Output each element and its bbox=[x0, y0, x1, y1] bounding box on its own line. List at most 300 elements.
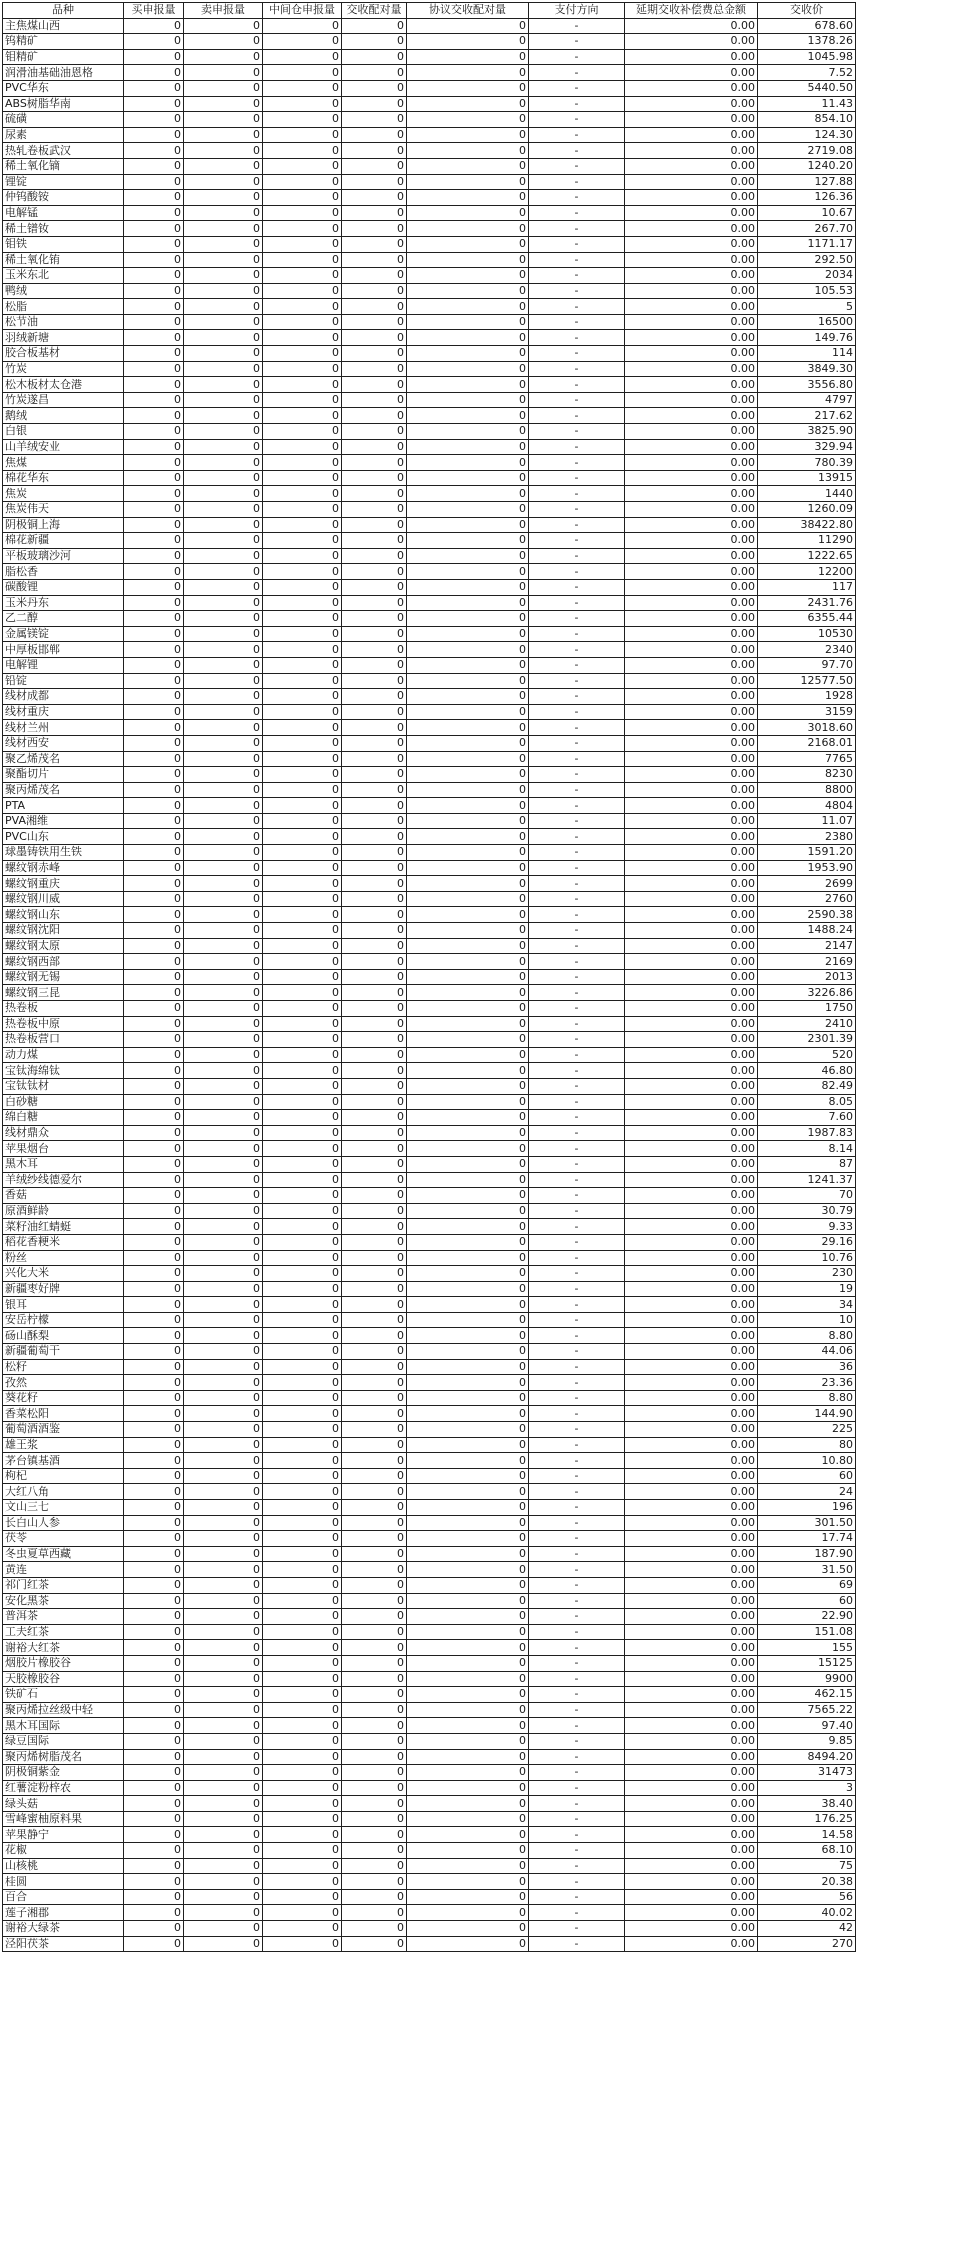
cell-match-qty: 0 bbox=[342, 548, 407, 564]
cell-compensation: 0.00 bbox=[625, 392, 758, 408]
cell-middle-qty: 0 bbox=[263, 252, 342, 268]
cell-pay-direction: - bbox=[529, 923, 625, 939]
cell-sell-qty: 0 bbox=[184, 1749, 263, 1765]
cell-delivery-price: 68.10 bbox=[758, 1843, 856, 1859]
cell-pay-direction: - bbox=[529, 1172, 625, 1188]
cell-match-qty: 0 bbox=[342, 1905, 407, 1921]
cell-pay-direction: - bbox=[529, 392, 625, 408]
cell-buy-qty: 0 bbox=[124, 1016, 184, 1032]
table-row bbox=[3, 1110, 856, 1126]
cell-delivery-price: 60 bbox=[758, 1593, 856, 1609]
cell-match-qty: 0 bbox=[342, 938, 407, 954]
cell-pay-direction: - bbox=[529, 1001, 625, 1017]
cell-match-qty: 0 bbox=[342, 1063, 407, 1079]
cell-sell-qty: 0 bbox=[184, 205, 263, 221]
table-row bbox=[3, 377, 856, 393]
cell-match-qty: 0 bbox=[342, 1453, 407, 1469]
cell-product: 动力煤 bbox=[3, 1047, 124, 1063]
cell-compensation: 0.00 bbox=[625, 1515, 758, 1531]
cell-product: 聚丙烯拉丝级中轻 bbox=[3, 1702, 124, 1718]
cell-sell-qty: 0 bbox=[184, 1796, 263, 1812]
cell-buy-qty: 0 bbox=[124, 1188, 184, 1204]
cell-compensation: 0.00 bbox=[625, 1671, 758, 1687]
table-row bbox=[3, 1078, 856, 1094]
cell-compensation: 0.00 bbox=[625, 1375, 758, 1391]
table-row bbox=[3, 735, 856, 751]
cell-buy-qty: 0 bbox=[124, 1219, 184, 1235]
table-row bbox=[3, 751, 856, 767]
cell-agreement-qty: 0 bbox=[407, 49, 529, 65]
cell-product: 螺纹钢西部 bbox=[3, 954, 124, 970]
cell-middle-qty: 0 bbox=[263, 1515, 342, 1531]
cell-sell-qty: 0 bbox=[184, 1905, 263, 1921]
cell-compensation: 0.00 bbox=[625, 1188, 758, 1204]
cell-product: 线材成都 bbox=[3, 689, 124, 705]
cell-agreement-qty: 0 bbox=[407, 985, 529, 1001]
table-row bbox=[3, 1437, 856, 1453]
cell-agreement-qty: 0 bbox=[407, 1156, 529, 1172]
cell-match-qty: 0 bbox=[342, 642, 407, 658]
cell-sell-qty: 0 bbox=[184, 1843, 263, 1859]
cell-agreement-qty: 0 bbox=[407, 1687, 529, 1703]
cell-middle-qty: 0 bbox=[263, 439, 342, 455]
cell-delivery-price: 11290 bbox=[758, 533, 856, 549]
cell-agreement-qty: 0 bbox=[407, 891, 529, 907]
cell-match-qty: 0 bbox=[342, 1297, 407, 1313]
table-row bbox=[3, 18, 856, 34]
cell-match-qty: 0 bbox=[342, 1266, 407, 1282]
cell-product: 玉米丹东 bbox=[3, 595, 124, 611]
cell-product: 线材兰州 bbox=[3, 720, 124, 736]
cell-match-qty: 0 bbox=[342, 1250, 407, 1266]
cell-agreement-qty: 0 bbox=[407, 517, 529, 533]
cell-middle-qty: 0 bbox=[263, 1765, 342, 1781]
table-row bbox=[3, 626, 856, 642]
cell-middle-qty: 0 bbox=[263, 938, 342, 954]
cell-buy-qty: 0 bbox=[124, 782, 184, 798]
cell-delivery-price: 4797 bbox=[758, 392, 856, 408]
cell-delivery-price: 70 bbox=[758, 1188, 856, 1204]
cell-product: 长白山人参 bbox=[3, 1515, 124, 1531]
cell-middle-qty: 0 bbox=[263, 1749, 342, 1765]
cell-sell-qty: 0 bbox=[184, 891, 263, 907]
table-row bbox=[3, 361, 856, 377]
cell-delivery-price: 1953.90 bbox=[758, 860, 856, 876]
cell-pay-direction: - bbox=[529, 1219, 625, 1235]
cell-delivery-price: 1488.24 bbox=[758, 923, 856, 939]
table-row bbox=[3, 112, 856, 128]
cell-buy-qty: 0 bbox=[124, 595, 184, 611]
cell-pay-direction: - bbox=[529, 985, 625, 1001]
cell-agreement-qty: 0 bbox=[407, 735, 529, 751]
cell-match-qty: 0 bbox=[342, 1562, 407, 1578]
cell-product: PVA湘维 bbox=[3, 813, 124, 829]
table-row bbox=[3, 1484, 856, 1500]
cell-pay-direction: - bbox=[529, 813, 625, 829]
cell-product: 焦炭伟天 bbox=[3, 502, 124, 518]
table-row bbox=[3, 938, 856, 954]
cell-product: 谢裕大绿茶 bbox=[3, 1921, 124, 1937]
cell-buy-qty: 0 bbox=[124, 1936, 184, 1952]
cell-buy-qty: 0 bbox=[124, 813, 184, 829]
cell-middle-qty: 0 bbox=[263, 205, 342, 221]
cell-compensation: 0.00 bbox=[625, 361, 758, 377]
cell-delivery-price: 176.25 bbox=[758, 1811, 856, 1827]
cell-product: 苹果静宁 bbox=[3, 1827, 124, 1843]
cell-sell-qty: 0 bbox=[184, 689, 263, 705]
cell-delivery-price: 23.36 bbox=[758, 1375, 856, 1391]
column-header-match-qty: 交收配对量 bbox=[342, 3, 407, 19]
cell-match-qty: 0 bbox=[342, 1577, 407, 1593]
cell-match-qty: 0 bbox=[342, 907, 407, 923]
cell-match-qty: 0 bbox=[342, 283, 407, 299]
cell-sell-qty: 0 bbox=[184, 798, 263, 814]
cell-delivery-price: 9900 bbox=[758, 1671, 856, 1687]
cell-pay-direction: - bbox=[529, 1500, 625, 1516]
cell-compensation: 0.00 bbox=[625, 548, 758, 564]
cell-buy-qty: 0 bbox=[124, 1297, 184, 1313]
cell-delivery-price: 40.02 bbox=[758, 1905, 856, 1921]
cell-match-qty: 0 bbox=[342, 1702, 407, 1718]
cell-delivery-price: 87 bbox=[758, 1156, 856, 1172]
cell-match-qty: 0 bbox=[342, 392, 407, 408]
cell-buy-qty: 0 bbox=[124, 1375, 184, 1391]
cell-match-qty: 0 bbox=[342, 1001, 407, 1017]
cell-buy-qty: 0 bbox=[124, 1032, 184, 1048]
cell-product: 仲钨酸铵 bbox=[3, 190, 124, 206]
cell-agreement-qty: 0 bbox=[407, 1141, 529, 1157]
cell-middle-qty: 0 bbox=[263, 1484, 342, 1500]
cell-buy-qty: 0 bbox=[124, 1094, 184, 1110]
cell-pay-direction: - bbox=[529, 1110, 625, 1126]
cell-match-qty: 0 bbox=[342, 1234, 407, 1250]
cell-compensation: 0.00 bbox=[625, 1718, 758, 1734]
cell-middle-qty: 0 bbox=[263, 80, 342, 96]
cell-match-qty: 0 bbox=[342, 860, 407, 876]
cell-buy-qty: 0 bbox=[124, 751, 184, 767]
cell-match-qty: 0 bbox=[342, 502, 407, 518]
cell-sell-qty: 0 bbox=[184, 65, 263, 81]
cell-agreement-qty: 0 bbox=[407, 486, 529, 502]
cell-delivery-price: 2340 bbox=[758, 642, 856, 658]
cell-match-qty: 0 bbox=[342, 1406, 407, 1422]
cell-match-qty: 0 bbox=[342, 923, 407, 939]
table-row bbox=[3, 1936, 856, 1952]
cell-match-qty: 0 bbox=[342, 1047, 407, 1063]
cell-middle-qty: 0 bbox=[263, 392, 342, 408]
cell-buy-qty: 0 bbox=[124, 1047, 184, 1063]
cell-sell-qty: 0 bbox=[184, 1078, 263, 1094]
cell-pay-direction: - bbox=[529, 221, 625, 237]
table-row bbox=[3, 564, 856, 580]
cell-sell-qty: 0 bbox=[184, 923, 263, 939]
cell-sell-qty: 0 bbox=[184, 1765, 263, 1781]
cell-pay-direction: - bbox=[529, 1593, 625, 1609]
cell-product: 螺纹钢赤峰 bbox=[3, 860, 124, 876]
cell-compensation: 0.00 bbox=[625, 1655, 758, 1671]
cell-product: 冬虫夏草西藏 bbox=[3, 1546, 124, 1562]
cell-sell-qty: 0 bbox=[184, 1125, 263, 1141]
table-row bbox=[3, 1546, 856, 1562]
cell-buy-qty: 0 bbox=[124, 1328, 184, 1344]
cell-delivery-price: 10.67 bbox=[758, 205, 856, 221]
cell-buy-qty: 0 bbox=[124, 860, 184, 876]
cell-pay-direction: - bbox=[529, 439, 625, 455]
table-row bbox=[3, 1172, 856, 1188]
cell-buy-qty: 0 bbox=[124, 923, 184, 939]
cell-product: 聚丙烯树脂茂名 bbox=[3, 1749, 124, 1765]
cell-buy-qty: 0 bbox=[124, 299, 184, 315]
cell-agreement-qty: 0 bbox=[407, 1219, 529, 1235]
cell-middle-qty: 0 bbox=[263, 268, 342, 284]
cell-pay-direction: - bbox=[529, 548, 625, 564]
cell-middle-qty: 0 bbox=[263, 642, 342, 658]
cell-delivery-price: 7.60 bbox=[758, 1110, 856, 1126]
cell-pay-direction: - bbox=[529, 283, 625, 299]
cell-match-qty: 0 bbox=[342, 564, 407, 580]
cell-product: 谢裕大红茶 bbox=[3, 1640, 124, 1656]
cell-pay-direction: - bbox=[529, 735, 625, 751]
table-row bbox=[3, 1032, 856, 1048]
cell-pay-direction: - bbox=[529, 1453, 625, 1469]
cell-middle-qty: 0 bbox=[263, 954, 342, 970]
cell-middle-qty: 0 bbox=[263, 283, 342, 299]
cell-compensation: 0.00 bbox=[625, 1328, 758, 1344]
cell-buy-qty: 0 bbox=[124, 798, 184, 814]
cell-buy-qty: 0 bbox=[124, 673, 184, 689]
table-row bbox=[3, 158, 856, 174]
cell-agreement-qty: 0 bbox=[407, 1671, 529, 1687]
cell-delivery-price: 7765 bbox=[758, 751, 856, 767]
table-row bbox=[3, 642, 856, 658]
table-row bbox=[3, 798, 856, 814]
cell-agreement-qty: 0 bbox=[407, 1796, 529, 1812]
table-row bbox=[3, 860, 856, 876]
cell-compensation: 0.00 bbox=[625, 439, 758, 455]
cell-delivery-price: 38.40 bbox=[758, 1796, 856, 1812]
cell-product: 金属镁锭 bbox=[3, 626, 124, 642]
cell-agreement-qty: 0 bbox=[407, 548, 529, 564]
cell-sell-qty: 0 bbox=[184, 1577, 263, 1593]
cell-delivery-price: 270 bbox=[758, 1936, 856, 1952]
cell-pay-direction: - bbox=[529, 205, 625, 221]
cell-agreement-qty: 0 bbox=[407, 1531, 529, 1547]
cell-delivery-price: 329.94 bbox=[758, 439, 856, 455]
cell-agreement-qty: 0 bbox=[407, 143, 529, 159]
cell-delivery-price: 151.08 bbox=[758, 1624, 856, 1640]
cell-product: 钨精矿 bbox=[3, 34, 124, 50]
cell-pay-direction: - bbox=[529, 49, 625, 65]
cell-buy-qty: 0 bbox=[124, 174, 184, 190]
cell-product: 螺纹钢沈阳 bbox=[3, 923, 124, 939]
cell-pay-direction: - bbox=[529, 96, 625, 112]
cell-compensation: 0.00 bbox=[625, 1905, 758, 1921]
cell-pay-direction: - bbox=[529, 579, 625, 595]
cell-buy-qty: 0 bbox=[124, 735, 184, 751]
cell-product: 线材重庆 bbox=[3, 704, 124, 720]
cell-match-qty: 0 bbox=[342, 969, 407, 985]
cell-match-qty: 0 bbox=[342, 1188, 407, 1204]
cell-delivery-price: 126.36 bbox=[758, 190, 856, 206]
cell-middle-qty: 0 bbox=[263, 1032, 342, 1048]
table-row bbox=[3, 1874, 856, 1890]
cell-pay-direction: - bbox=[529, 1203, 625, 1219]
cell-sell-qty: 0 bbox=[184, 18, 263, 34]
table-row bbox=[3, 330, 856, 346]
cell-buy-qty: 0 bbox=[124, 611, 184, 627]
cell-product: 桂圆 bbox=[3, 1874, 124, 1890]
table-row bbox=[3, 205, 856, 221]
cell-sell-qty: 0 bbox=[184, 1531, 263, 1547]
cell-middle-qty: 0 bbox=[263, 1811, 342, 1827]
cell-compensation: 0.00 bbox=[625, 205, 758, 221]
cell-sell-qty: 0 bbox=[184, 720, 263, 736]
cell-product: 天胶橡胶谷 bbox=[3, 1671, 124, 1687]
cell-sell-qty: 0 bbox=[184, 330, 263, 346]
cell-buy-qty: 0 bbox=[124, 268, 184, 284]
cell-agreement-qty: 0 bbox=[407, 1016, 529, 1032]
cell-agreement-qty: 0 bbox=[407, 813, 529, 829]
cell-sell-qty: 0 bbox=[184, 1063, 263, 1079]
cell-product: 竹炭遂昌 bbox=[3, 392, 124, 408]
cell-delivery-price: 12577.50 bbox=[758, 673, 856, 689]
cell-agreement-qty: 0 bbox=[407, 704, 529, 720]
cell-sell-qty: 0 bbox=[184, 1811, 263, 1827]
cell-pay-direction: - bbox=[529, 1749, 625, 1765]
cell-delivery-price: 22.90 bbox=[758, 1609, 856, 1625]
cell-pay-direction: - bbox=[529, 845, 625, 861]
cell-middle-qty: 0 bbox=[263, 1234, 342, 1250]
cell-match-qty: 0 bbox=[342, 158, 407, 174]
cell-delivery-price: 8.05 bbox=[758, 1094, 856, 1110]
cell-agreement-qty: 0 bbox=[407, 845, 529, 861]
cell-product: 苹果烟台 bbox=[3, 1141, 124, 1157]
cell-product: 黄连 bbox=[3, 1562, 124, 1578]
cell-middle-qty: 0 bbox=[263, 1531, 342, 1547]
cell-product: 红薯淀粉梓农 bbox=[3, 1780, 124, 1796]
cell-middle-qty: 0 bbox=[263, 1718, 342, 1734]
cell-sell-qty: 0 bbox=[184, 424, 263, 440]
cell-sell-qty: 0 bbox=[184, 439, 263, 455]
cell-buy-qty: 0 bbox=[124, 1546, 184, 1562]
cell-middle-qty: 0 bbox=[263, 1266, 342, 1282]
cell-delivery-price: 2760 bbox=[758, 891, 856, 907]
cell-middle-qty: 0 bbox=[263, 876, 342, 892]
cell-buy-qty: 0 bbox=[124, 1531, 184, 1547]
cell-buy-qty: 0 bbox=[124, 876, 184, 892]
cell-pay-direction: - bbox=[529, 1858, 625, 1874]
cell-pay-direction: - bbox=[529, 1281, 625, 1297]
table-row bbox=[3, 1609, 856, 1625]
cell-delivery-price: 16500 bbox=[758, 314, 856, 330]
cell-sell-qty: 0 bbox=[184, 408, 263, 424]
cell-pay-direction: - bbox=[529, 455, 625, 471]
cell-delivery-price: 24 bbox=[758, 1484, 856, 1500]
cell-middle-qty: 0 bbox=[263, 486, 342, 502]
cell-pay-direction: - bbox=[529, 1562, 625, 1578]
table-row bbox=[3, 829, 856, 845]
table-row bbox=[3, 49, 856, 65]
cell-compensation: 0.00 bbox=[625, 969, 758, 985]
cell-agreement-qty: 0 bbox=[407, 1032, 529, 1048]
cell-agreement-qty: 0 bbox=[407, 1390, 529, 1406]
cell-match-qty: 0 bbox=[342, 1671, 407, 1687]
cell-middle-qty: 0 bbox=[263, 1827, 342, 1843]
cell-product: 白砂糖 bbox=[3, 1094, 124, 1110]
cell-compensation: 0.00 bbox=[625, 424, 758, 440]
cell-pay-direction: - bbox=[529, 377, 625, 393]
cell-middle-qty: 0 bbox=[263, 860, 342, 876]
cell-sell-qty: 0 bbox=[184, 1001, 263, 1017]
cell-sell-qty: 0 bbox=[184, 49, 263, 65]
cell-agreement-qty: 0 bbox=[407, 502, 529, 518]
table-row bbox=[3, 1344, 856, 1360]
cell-agreement-qty: 0 bbox=[407, 782, 529, 798]
cell-sell-qty: 0 bbox=[184, 533, 263, 549]
cell-compensation: 0.00 bbox=[625, 1001, 758, 1017]
cell-middle-qty: 0 bbox=[263, 158, 342, 174]
cell-delivery-price: 520 bbox=[758, 1047, 856, 1063]
cell-compensation: 0.00 bbox=[625, 1500, 758, 1516]
cell-match-qty: 0 bbox=[342, 252, 407, 268]
cell-agreement-qty: 0 bbox=[407, 1375, 529, 1391]
cell-compensation: 0.00 bbox=[625, 1250, 758, 1266]
cell-agreement-qty: 0 bbox=[407, 190, 529, 206]
cell-middle-qty: 0 bbox=[263, 190, 342, 206]
cell-middle-qty: 0 bbox=[263, 65, 342, 81]
cell-middle-qty: 0 bbox=[263, 1125, 342, 1141]
cell-delivery-price: 2034 bbox=[758, 268, 856, 284]
cell-compensation: 0.00 bbox=[625, 1921, 758, 1937]
cell-buy-qty: 0 bbox=[124, 1484, 184, 1500]
cell-match-qty: 0 bbox=[342, 829, 407, 845]
cell-pay-direction: - bbox=[529, 1390, 625, 1406]
cell-pay-direction: - bbox=[529, 1094, 625, 1110]
cell-sell-qty: 0 bbox=[184, 611, 263, 627]
cell-compensation: 0.00 bbox=[625, 1577, 758, 1593]
cell-buy-qty: 0 bbox=[124, 1624, 184, 1640]
column-header-compensation: 延期交收补偿费总金额 bbox=[625, 3, 758, 19]
cell-sell-qty: 0 bbox=[184, 1500, 263, 1516]
cell-sell-qty: 0 bbox=[184, 1234, 263, 1250]
cell-compensation: 0.00 bbox=[625, 1609, 758, 1625]
cell-agreement-qty: 0 bbox=[407, 1359, 529, 1375]
cell-agreement-qty: 0 bbox=[407, 96, 529, 112]
cell-sell-qty: 0 bbox=[184, 1250, 263, 1266]
table-row bbox=[3, 1780, 856, 1796]
cell-delivery-price: 8.80 bbox=[758, 1328, 856, 1344]
cell-pay-direction: - bbox=[529, 517, 625, 533]
table-row bbox=[3, 143, 856, 159]
table-row bbox=[3, 1905, 856, 1921]
cell-buy-qty: 0 bbox=[124, 1266, 184, 1282]
header-row bbox=[3, 3, 856, 19]
cell-delivery-price: 196 bbox=[758, 1500, 856, 1516]
cell-sell-qty: 0 bbox=[184, 1016, 263, 1032]
cell-delivery-price: 2719.08 bbox=[758, 143, 856, 159]
cell-product: 铅锭 bbox=[3, 673, 124, 689]
cell-compensation: 0.00 bbox=[625, 1141, 758, 1157]
cell-agreement-qty: 0 bbox=[407, 626, 529, 642]
cell-pay-direction: - bbox=[529, 1297, 625, 1313]
cell-product: 乙二醇 bbox=[3, 611, 124, 627]
cell-agreement-qty: 0 bbox=[407, 1780, 529, 1796]
cell-product: 玉米东北 bbox=[3, 268, 124, 284]
cell-pay-direction: - bbox=[529, 408, 625, 424]
cell-delivery-price: 1240.20 bbox=[758, 158, 856, 174]
cell-agreement-qty: 0 bbox=[407, 1733, 529, 1749]
cell-buy-qty: 0 bbox=[124, 626, 184, 642]
